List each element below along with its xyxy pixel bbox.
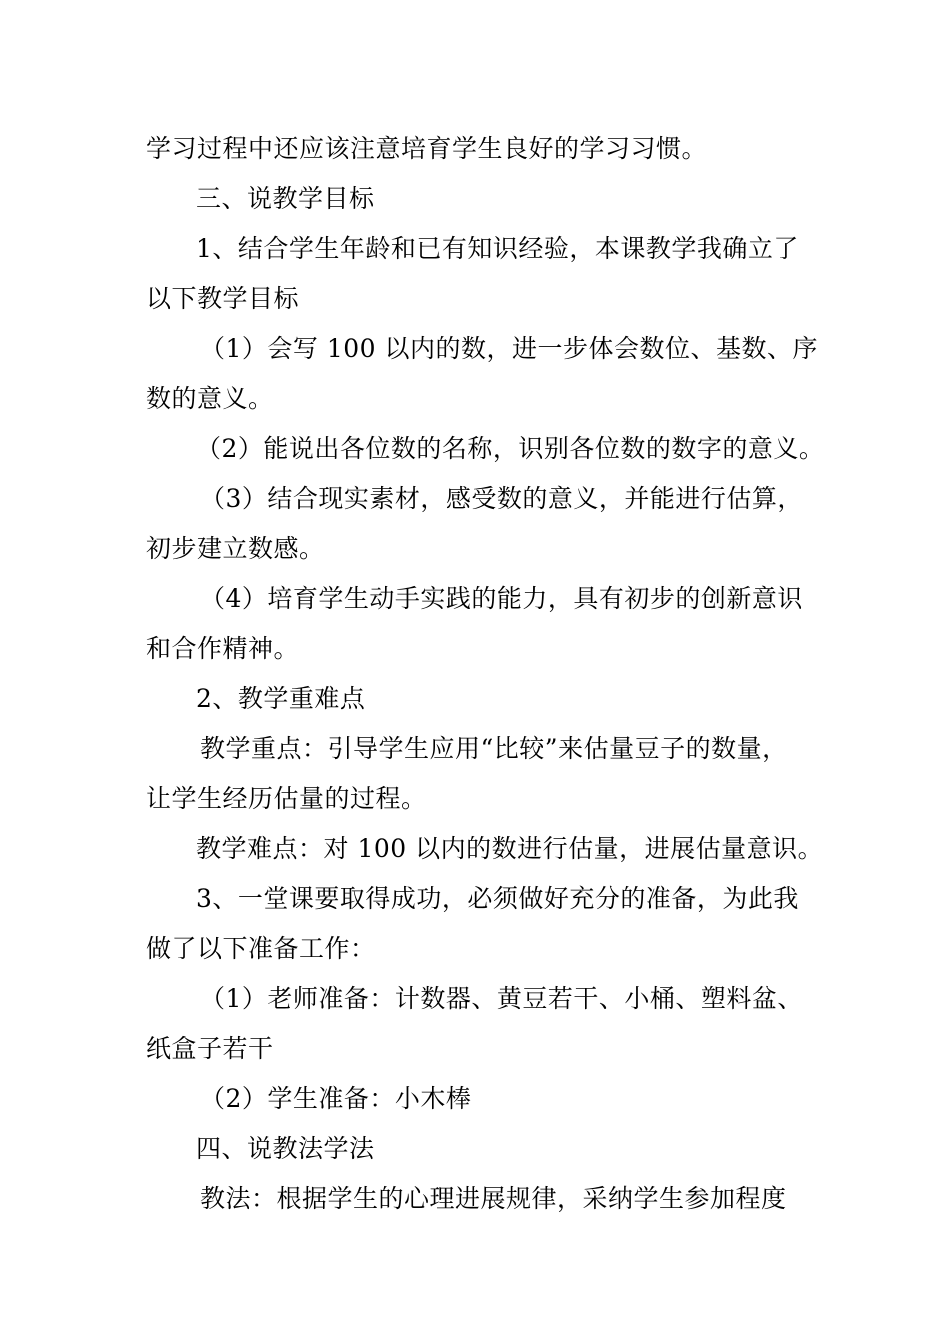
list-item: （2）学生准备：小木棒 [200, 1084, 472, 1113]
paragraph-line: 3、一堂课要取得成功，必须做好充分的准备，为此我 [196, 884, 799, 913]
paragraph-line: 让学生经历估量的过程。 [146, 784, 427, 813]
list-item: （4）培育学生动手实践的能力，具有初步的创新意识 [200, 584, 803, 613]
paragraph-line: 和合作精神。 [146, 634, 300, 663]
paragraph-line: 初步建立数感。 [146, 534, 325, 563]
paragraph-line: 教法：根据学生的心理进展规律，采纳学生参加程度 [200, 1184, 787, 1213]
section-heading: 三、说教学目标 [196, 184, 375, 213]
paragraph-line: 教学难点：对 100 以内的数进行估量，进展估量意识。 [196, 834, 824, 863]
section-heading: 2、教学重难点 [196, 684, 366, 713]
section-heading: 四、说教法学法 [196, 1134, 375, 1163]
paragraph-line: 学习过程中还应该注意培育学生良好的学习习惯。 [146, 134, 708, 163]
list-item: （3）结合现实素材，感受数的意义，并能进行估算， [200, 484, 803, 513]
paragraph-line: 以下教学目标 [146, 284, 300, 313]
paragraph-line: 1、结合学生年龄和已有知识经验，本课教学我确立了 [196, 234, 799, 263]
list-item: （1）老师准备：计数器、黄豆若干、小桶、塑料盆、 [200, 984, 803, 1013]
paragraph-line: 数的意义。 [146, 384, 274, 413]
paragraph-line: 教学重点：引导学生应用“比较”来估量豆子的数量， [200, 734, 788, 763]
paragraph-line: 做了以下准备工作： [146, 934, 376, 963]
list-item: （2）能说出各位数的名称，识别各位数的数字的意义。 [196, 434, 825, 463]
list-item: （1）会写 100 以内的数，进一步体会数位、基数、序 [200, 334, 819, 363]
paragraph-line: 纸盒子若干 [146, 1034, 274, 1063]
